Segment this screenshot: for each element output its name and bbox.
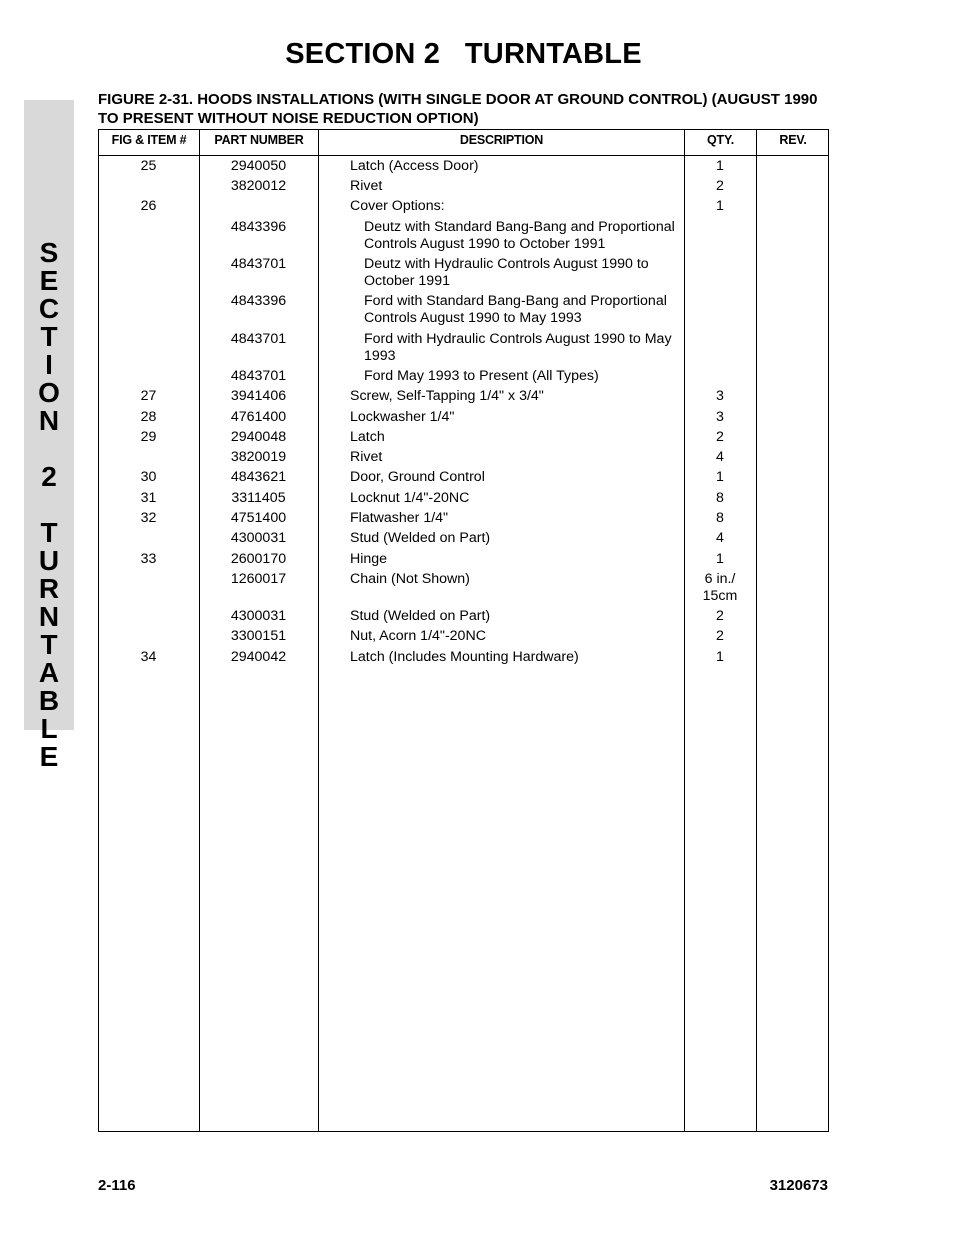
side-tab-letter: T [40, 517, 58, 548]
side-tab-letter: T [40, 321, 58, 352]
cell-description: Deutz with Standard Bang-Bang and Proportional Controls August 1990 to October 1991 [364, 219, 675, 252]
cell-part-number: 3941406 [230, 388, 287, 404]
side-tab-letter: S [39, 237, 59, 268]
cell-part-number: 4300031 [230, 608, 287, 624]
cell-qty: 2 [716, 608, 724, 624]
cell-description: Latch [350, 429, 385, 445]
section-title: SECTION 2 TURNTABLE [285, 38, 642, 70]
cell-qty: 3 [716, 388, 724, 404]
cell-fig-item: 33 [140, 551, 157, 567]
cell-part-number: 4300031 [230, 530, 287, 546]
side-tab-letter: L [40, 713, 58, 744]
cell-fig-item: 25 [140, 158, 157, 174]
cell-description: Screw, Self-Tapping 1/4" x 3/4" [350, 388, 544, 404]
side-tab-letter: U [38, 545, 60, 576]
side-tab-letter: E [39, 741, 59, 772]
header-rev: REV. [779, 133, 807, 147]
side-tab-letter: B [38, 685, 60, 716]
document-number: 3120673 [769, 1177, 828, 1194]
cell-qty: 8 [716, 510, 724, 526]
cell-part-number: 3820012 [230, 178, 287, 194]
cell-qty: 4 [716, 530, 724, 546]
cell-part-number: 3820019 [230, 449, 287, 465]
cell-qty: 3 [716, 409, 724, 425]
side-tab-letter: R [38, 573, 60, 604]
side-tab-letter: 2 [41, 461, 57, 492]
header-part-number: PART NUMBER [214, 133, 304, 147]
side-section-tab [24, 100, 74, 772]
header-fig-item: FIG & ITEM # [111, 133, 187, 147]
cell-qty: 1 [716, 551, 724, 567]
cell-description: Latch (Includes Mounting Hardware) [350, 649, 579, 665]
cell-description: Chain (Not Shown) [350, 571, 470, 587]
side-tab-letter: N [38, 405, 60, 436]
cell-qty: 1 [716, 158, 724, 174]
side-tab-letter: C [38, 293, 60, 324]
cell-part-number: 2940042 [230, 649, 287, 665]
cell-description: Lockwasher 1/4" [350, 409, 455, 425]
cell-qty: 4 [716, 449, 724, 465]
cell-part-number: 4843701 [230, 368, 287, 384]
cell-part-number: 3300151 [230, 628, 287, 644]
cell-description: Cover Options: [350, 198, 445, 214]
side-tab-letter: N [38, 601, 60, 632]
cell-qty: 1 [716, 649, 724, 665]
cell-description: Rivet [350, 178, 383, 194]
column-divider [318, 129, 319, 1132]
cell-qty: 2 [716, 178, 724, 194]
cell-fig-item: 32 [140, 510, 157, 526]
cell-description: Stud (Welded on Part) [350, 530, 491, 546]
cell-part-number: 4843396 [230, 293, 287, 309]
cell-description: Locknut 1/4"-20NC [350, 490, 470, 506]
cell-description: Ford with Hydraulic Controls August 1990 to May 1993 [364, 331, 672, 364]
cell-description: Ford with Standard Bang-Bang and Proportional Controls August 1990 to May 1993 [364, 293, 667, 326]
cell-part-number: 4843701 [230, 256, 287, 272]
cell-part-number: 2940050 [230, 158, 287, 174]
cell-fig-item: 27 [140, 388, 157, 404]
cell-fig-item: 29 [140, 429, 157, 445]
cell-description: Deutz with Hydraulic Controls August 1990 to October 1991 [364, 256, 649, 289]
cell-part-number: 2600170 [230, 551, 287, 567]
cell-description: Hinge [350, 551, 388, 567]
side-tab-letter: A [38, 657, 60, 688]
cell-fig-item: 26 [140, 198, 157, 214]
cell-qty: 2 [716, 429, 724, 445]
cell-description: Flatwasher 1/4" [350, 510, 449, 526]
cell-part-number: 4751400 [230, 510, 287, 526]
side-tab-letter: E [39, 265, 59, 296]
cell-part-number: 3311405 [231, 490, 286, 506]
cell-part-number: 2940048 [230, 429, 287, 445]
page-number: 2-116 [98, 1177, 136, 1194]
side-tab-letter: O [38, 377, 60, 408]
cell-description: Stud (Welded on Part) [350, 608, 491, 624]
cell-fig-item: 28 [140, 409, 157, 425]
cell-fig-item: 34 [140, 649, 157, 665]
cell-fig-item: 31 [140, 490, 157, 506]
cell-qty: 8 [716, 490, 724, 506]
cell-part-number: 4843396 [230, 219, 287, 235]
side-tab-letter: T [40, 629, 58, 660]
cell-description: Door, Ground Control [350, 469, 485, 485]
header-divider [98, 155, 829, 156]
cell-qty: 6 in./ 15cm [702, 571, 738, 604]
cell-description: Ford May 1993 to Present (All Types) [364, 368, 599, 384]
cell-qty: 2 [716, 628, 724, 644]
cell-description: Latch (Access Door) [350, 158, 479, 174]
column-divider [756, 129, 757, 1132]
header-qty: QTY. [707, 133, 734, 147]
cell-part-number: 4843621 [230, 469, 287, 485]
cell-part-number: 1260017 [230, 571, 287, 587]
header-description: DESCRIPTION [459, 133, 544, 147]
side-tab-letter: I [45, 349, 53, 380]
cell-part-number: 4761400 [230, 409, 287, 425]
figure-caption: FIGURE 2-31. HOODS INSTALLATIONS (WITH SINGLE DOOR AT GROUND CONTROL) (AUGUST 1990 TO PRESENT WITHOUT NOISE REDUCTION OPTION) [98, 91, 818, 127]
cell-fig-item: 30 [140, 469, 157, 485]
cell-part-number: 4843701 [230, 331, 287, 347]
cell-description: Nut, Acorn 1/4"-20NC [350, 628, 486, 644]
cell-qty: 1 [716, 469, 724, 485]
cell-qty: 1 [716, 198, 724, 214]
cell-description: Rivet [350, 449, 383, 465]
